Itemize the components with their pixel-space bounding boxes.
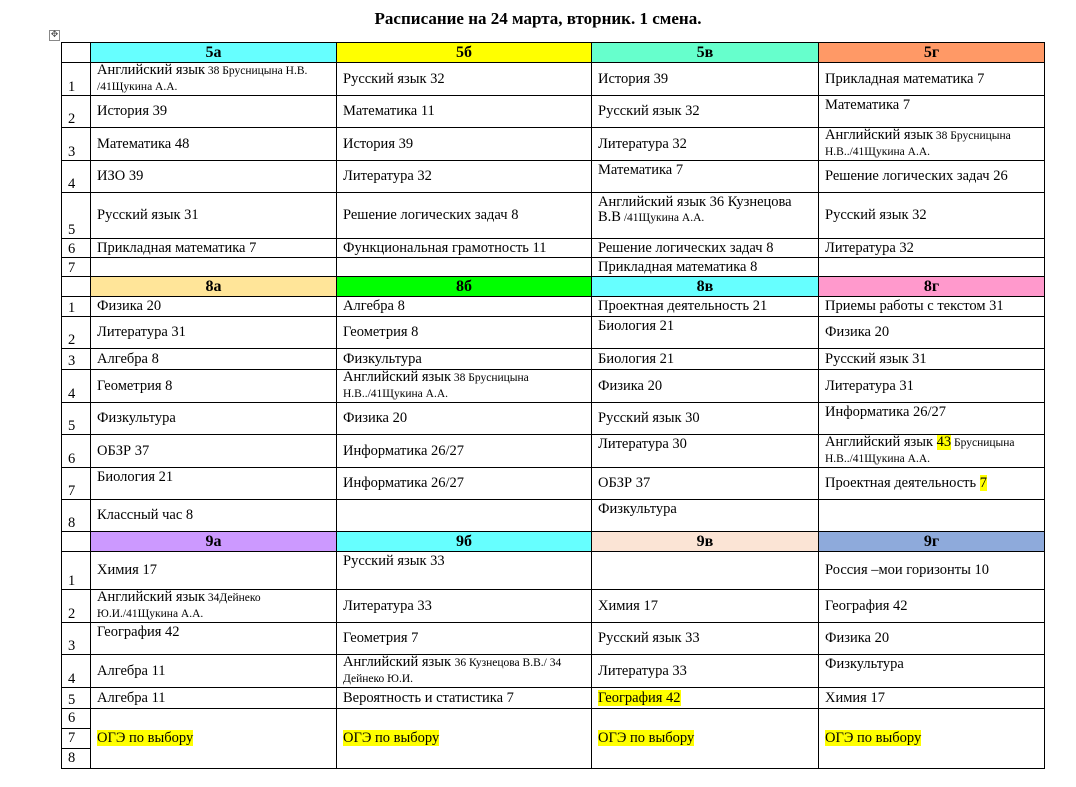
lesson-cell: [337, 349, 592, 370]
corner-cell: [62, 532, 91, 552]
lesson-cell: [592, 623, 819, 655]
lesson-text: Литература 32: [343, 168, 432, 184]
lesson-cell: [592, 370, 819, 403]
lesson-cell: [592, 258, 819, 277]
lesson-cell: [91, 128, 337, 161]
corner-cell: [62, 43, 91, 63]
lesson-number: 1: [62, 297, 91, 317]
lesson-text: Биология 21: [598, 318, 675, 334]
lesson-cell: [592, 709, 819, 769]
lesson-text: Химия 17: [598, 597, 658, 614]
lesson-text: Биология 21: [598, 350, 675, 367]
lesson-cell: [337, 297, 592, 317]
table-row: [62, 590, 1045, 623]
lesson-cell: [91, 435, 337, 468]
lesson-text: Классный час 8: [97, 507, 194, 523]
lesson-text: Физика 20: [825, 324, 890, 340]
lesson-cell: [819, 258, 1045, 277]
table-row: [62, 688, 1045, 709]
lesson-cell: [337, 128, 592, 161]
lesson-text: Алгебра 11: [97, 662, 166, 679]
lesson-cell: [91, 349, 337, 370]
lesson-text: Математика 11: [343, 103, 435, 119]
lesson-text: Информатика 26/27: [825, 404, 947, 420]
lesson-cell: [337, 239, 592, 258]
lesson-cell: [91, 688, 337, 709]
lesson-text: Геометрия 8: [97, 377, 173, 394]
lesson-cell: [819, 468, 1045, 500]
class-header: 5а: [91, 43, 337, 63]
lesson-cell: [91, 709, 337, 769]
lesson-text: Алгебра 8: [97, 350, 159, 367]
class-header: 9г: [819, 532, 1045, 552]
lesson-text: Решение логических задач 8: [343, 207, 519, 223]
lesson-cell: [91, 370, 337, 403]
lesson-number: 3: [62, 349, 91, 370]
page-title: Расписание на 24 марта, вторник. 1 смена.: [374, 9, 702, 28]
lesson-cell: [91, 590, 337, 623]
lesson-number: 2: [62, 590, 91, 623]
lesson-cell: [91, 403, 337, 435]
lesson-text: ОБЗР 37: [598, 475, 651, 491]
lesson-cell: [91, 468, 337, 500]
lesson-text: Физика 20: [343, 410, 408, 426]
lesson-number: 7: [62, 468, 91, 500]
lesson-cell: [592, 349, 819, 370]
lesson-number: 3: [62, 128, 91, 161]
lesson-text: Английский язык: [97, 62, 206, 78]
lesson-text: Приемы работы с текстом 31: [825, 298, 1004, 314]
lesson-cell: [337, 688, 592, 709]
table-row: [62, 193, 1045, 239]
lesson-text: История 39: [598, 70, 669, 87]
class-header: 5г: [819, 43, 1045, 63]
lesson-cell: [337, 468, 592, 500]
lesson-cell: [592, 403, 819, 435]
lesson-number: 8: [68, 750, 76, 766]
lesson-text: Русский язык 30: [598, 410, 700, 426]
lesson-text: Русский язык 33: [598, 630, 700, 646]
lesson-text: Литература 30: [598, 436, 687, 452]
class-header: 8в: [592, 277, 819, 297]
highlighted-text: ОГЭ по выбору: [343, 730, 440, 746]
lesson-text: Физика 20: [97, 298, 162, 314]
lesson-text: Химия 17: [825, 689, 885, 706]
class-header: 9в: [592, 532, 819, 552]
corner-cell: [62, 277, 91, 297]
class-header: 8а: [91, 277, 337, 297]
lesson-text: Химия 17: [97, 562, 157, 578]
lesson-text: Прикладная математика 7: [825, 70, 985, 87]
class-header: 8б: [337, 277, 592, 297]
lesson-cell: [819, 128, 1045, 161]
lesson-cell: [337, 655, 592, 688]
lesson-text: Информатика 26/27: [343, 475, 465, 491]
table-row: [62, 403, 1045, 435]
lesson-text: Физкультура: [598, 501, 677, 517]
class-header: 8г: [819, 277, 1045, 297]
lesson-text: Английский язык 36 Кузнецова В.В: [598, 194, 792, 225]
lesson-cell: [337, 317, 592, 349]
lesson-cell: [592, 239, 819, 258]
lesson-cell: [592, 655, 819, 688]
class-header: 5б: [337, 43, 592, 63]
class-header-row: [62, 532, 1045, 552]
lesson-text: Алгебра 11: [97, 689, 166, 706]
table-row: [62, 500, 1045, 532]
teacher-note: 36 Кузнецова В.В./ 34 Дейнеко Ю.И.: [343, 657, 562, 685]
lesson-number: 1: [62, 552, 91, 590]
table-row: [62, 63, 1045, 96]
table-row: [62, 317, 1045, 349]
lesson-cell: [337, 193, 592, 239]
lesson-text: Алгебра 8: [343, 298, 405, 314]
teacher-note: 38 Брусницына Н.В../41Щукина А.А.: [825, 130, 1011, 158]
lesson-text: Геометрия 8: [343, 324, 419, 340]
lesson-text: Физика 20: [825, 630, 890, 646]
lesson-text: Физкультура: [97, 410, 176, 426]
class-header-row: [62, 277, 1045, 297]
lesson-text: Проектная деятельность: [825, 475, 980, 491]
lesson-cell: [337, 500, 592, 532]
lesson-text: Русский язык 31: [97, 207, 199, 223]
lesson-text: Литература 31: [97, 324, 186, 340]
lesson-cell: [91, 239, 337, 258]
lesson-cell: [592, 500, 819, 532]
lesson-number: 3: [62, 623, 91, 655]
lesson-text: Русский язык 31: [825, 350, 927, 367]
highlighted-text: ОГЭ по выбору: [825, 730, 922, 746]
lesson-text: Решение логических задач 26: [825, 168, 1008, 184]
table-row: [62, 435, 1045, 468]
lesson-text: Математика 7: [598, 162, 684, 178]
lesson-text: Прикладная математика 7: [97, 239, 257, 256]
lesson-cell: [337, 623, 592, 655]
lesson-number: 5: [62, 403, 91, 435]
lesson-text: Решение логических задач 8: [598, 239, 774, 256]
table-row: [62, 239, 1045, 258]
class-header-row: [62, 43, 1045, 63]
lesson-text: Литература 32: [598, 135, 687, 152]
lesson-cell: [91, 63, 337, 96]
lesson-cell: [592, 435, 819, 468]
lesson-number: 6: [62, 435, 91, 468]
lesson-number: 2: [62, 96, 91, 128]
table-row: [62, 96, 1045, 128]
lesson-cell: [337, 161, 592, 193]
lesson-cell: [337, 403, 592, 435]
lesson-cell: [337, 63, 592, 96]
lesson-number: 5: [62, 193, 91, 239]
teacher-note: 34Дейнеко Ю.И./41Щукина А.А.: [97, 592, 261, 620]
lesson-cell: [819, 500, 1045, 532]
class-header: 5в: [592, 43, 819, 63]
table-row: [62, 623, 1045, 655]
table-row: [62, 468, 1045, 500]
lesson-text: Геометрия 7: [343, 630, 419, 646]
lesson-number-stack: [62, 709, 91, 769]
lesson-text: Математика 7: [825, 97, 911, 113]
lesson-number: 5: [62, 688, 91, 709]
lesson-cell: [819, 317, 1045, 349]
lesson-text: Литература 31: [825, 377, 914, 394]
lesson-cell: [337, 370, 592, 403]
lesson-cell: [91, 655, 337, 688]
schedule-table: [61, 42, 1045, 769]
highlighted-text: 43: [936, 434, 952, 450]
lesson-text: Английский язык: [343, 369, 452, 385]
lesson-number: 6: [62, 239, 91, 258]
table-row: [62, 128, 1045, 161]
lesson-cell: [592, 468, 819, 500]
lesson-text: ОБЗР 37: [97, 442, 150, 459]
lesson-cell: [592, 193, 819, 239]
lesson-cell: [91, 161, 337, 193]
table-row: [62, 161, 1045, 193]
lesson-text: История 39: [343, 135, 414, 152]
lesson-cell: [337, 552, 592, 590]
lesson-cell: [819, 63, 1045, 96]
lesson-cell: [819, 239, 1045, 258]
lesson-cell: [91, 297, 337, 317]
lesson-text: Английский язык: [825, 127, 934, 143]
teacher-note: /41Щукина А.А.: [620, 212, 705, 224]
class-header: 9а: [91, 532, 337, 552]
lesson-text: ИЗО 39: [97, 168, 144, 184]
lesson-number: 4: [62, 161, 91, 193]
lesson-cell: [592, 552, 819, 590]
lesson-cell: [337, 590, 592, 623]
teacher-note: 38 Брусницына Н.В../41Щукина А.А.: [343, 372, 529, 400]
lesson-text: Английский язык: [343, 654, 455, 670]
lesson-text: Прикладная математика 8: [598, 258, 758, 275]
table-row: [62, 349, 1045, 370]
lesson-cell: [592, 317, 819, 349]
lesson-cell: [819, 435, 1045, 468]
lesson-cell: [819, 403, 1045, 435]
lesson-cell: [91, 317, 337, 349]
lesson-number: 1: [62, 63, 91, 96]
lesson-text: Русский язык 32: [598, 103, 700, 119]
lesson-text: Математика 48: [97, 135, 190, 152]
lesson-text: Физкультура: [343, 350, 422, 367]
lesson-text: Литература 32: [825, 239, 914, 256]
table-row: [62, 297, 1045, 317]
table-row: [62, 370, 1045, 403]
lesson-cell: [91, 623, 337, 655]
lesson-text: Функциональная грамотность 11: [343, 239, 547, 256]
teacher-note: Брусницына Н.В../41Щукина А.А.: [825, 437, 1015, 465]
lesson-text: Биология 21: [97, 469, 174, 485]
lesson-cell: [337, 258, 592, 277]
highlighted-text: 7: [979, 475, 987, 491]
lesson-text: География 42: [97, 624, 180, 640]
lesson-cell: [592, 128, 819, 161]
lesson-cell: [819, 552, 1045, 590]
lesson-cell: [819, 655, 1045, 688]
highlighted-text: География 42: [598, 689, 681, 706]
table-row: [62, 655, 1045, 688]
lesson-text: Русский язык 32: [825, 207, 927, 223]
lesson-cell: [819, 709, 1045, 769]
lesson-cell: [592, 590, 819, 623]
lesson-cell: [592, 297, 819, 317]
lesson-text: Россия –мои горизонты 10: [825, 562, 990, 578]
lesson-text: Литература 33: [343, 597, 432, 614]
lesson-cell: [91, 96, 337, 128]
table-row: [62, 709, 1045, 769]
lesson-text: Литература 33: [598, 662, 687, 679]
lesson-cell: [592, 63, 819, 96]
lesson-cell: [592, 96, 819, 128]
lesson-number: 7: [62, 729, 90, 749]
lesson-number: 2: [62, 317, 91, 349]
lesson-text: История 39: [97, 103, 168, 119]
lesson-cell: [91, 552, 337, 590]
class-header: 9б: [337, 532, 592, 552]
lesson-cell: [819, 688, 1045, 709]
lesson-text: Физкультура: [825, 656, 904, 672]
teacher-note: 38 Брусницына Н.В. /41Щукина А.А.: [97, 65, 308, 93]
lesson-number: 8: [62, 500, 91, 532]
lesson-text: Физика 20: [598, 377, 663, 394]
table-move-handle-icon[interactable]: ✥: [50, 30, 59, 40]
lesson-cell: [819, 623, 1045, 655]
lesson-number: 4: [62, 370, 91, 403]
lesson-text: Вероятность и статистика 7: [343, 689, 514, 706]
lesson-cell: [819, 349, 1045, 370]
lesson-cell: [819, 297, 1045, 317]
lesson-cell: [819, 96, 1045, 128]
lesson-text: Английский язык: [825, 434, 937, 450]
lesson-number: 6: [62, 709, 90, 729]
table-row: [62, 552, 1045, 590]
lesson-number: 4: [62, 655, 91, 688]
lesson-cell: [592, 161, 819, 193]
lesson-cell: [337, 709, 592, 769]
highlighted-text: ОГЭ по выбору: [598, 730, 695, 746]
lesson-text: Русский язык 33: [343, 553, 445, 569]
lesson-cell: [91, 500, 337, 532]
lesson-cell: [592, 688, 819, 709]
lesson-cell: [337, 96, 592, 128]
lesson-cell: [819, 161, 1045, 193]
lesson-cell: [819, 590, 1045, 623]
lesson-text: География 42: [825, 597, 908, 614]
lesson-text: Русский язык 32: [343, 70, 445, 87]
lesson-cell: [819, 193, 1045, 239]
lesson-text: Английский язык: [97, 589, 206, 605]
lesson-cell: [819, 370, 1045, 403]
lesson-text: Проектная деятельность 21: [598, 298, 768, 314]
lesson-cell: [337, 435, 592, 468]
lesson-cell: [91, 193, 337, 239]
lesson-text: Информатика 26/27: [343, 442, 465, 459]
lesson-cell: [91, 258, 337, 277]
highlighted-text: ОГЭ по выбору: [97, 730, 194, 746]
lesson-number: 7: [62, 258, 91, 277]
table-row: [62, 258, 1045, 277]
